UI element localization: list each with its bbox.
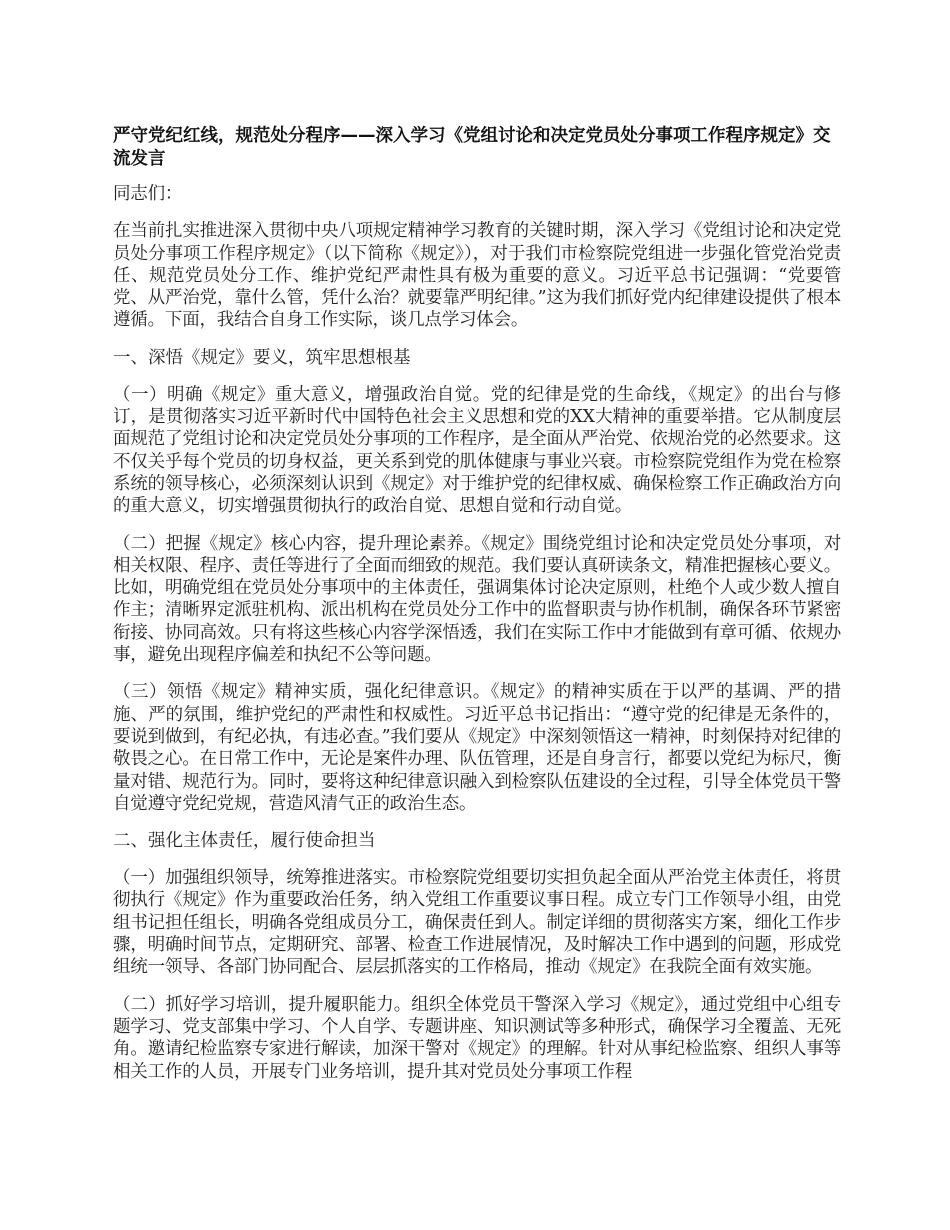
body-paragraph: （二）抓好学习培训，提升履职能力。组织全体党员干警深入学习《规定》，通过党组中心组专题学习、党支部集中学习、个人自学、专题讲座、知识测试等多种形式，确保学习全覆盖、无死角。邀请纪检监察专家进行解读，加深干警对《规定》的理解。针对从事纪检监察、组织人事等相关工作的人员，开展专门业务培训，提升其对党员处分事项工作程 (113, 994, 841, 1082)
body-paragraph: （二）把握《规定》核心内容，提升理论素养。《规定》围绕党组讨论和决定党员处分事项，对相关权限、程序、责任等进行了全面而细致的规范。我们要认真研读条文，精准把握核心要义。比如，明确党组在党员处分事项中的主体责任，强调集体讨论决定原则，杜绝个人或少数人擅自作主；清晰界定派驻机构、派出机构在党员处分工作中的监督职责与协作机制，确保各环节紧密衔接、协同高效。只有将这些核心内容学深悟透，我们在实际工作中才能做到有章可循、依规办事，避免出现程序偏差和执纪不公等问题。 (113, 533, 841, 666)
intro-paragraph: 在当前扎实推进深入贯彻中央八项规定精神学习教育的关键时期，深入学习《党组讨论和决定党员处分事项工作程序规定》（以下简称《规定》），对于我们市检察院党组进一步强化管党治党责任、规范党员处分工作、维护党纪严肃性具有极为重要的意义。习近平总书记强调：“党要管党、从严治党，靠什么管，凭什么治？就要靠严明纪律。”这为我们抓好党内纪律建设提供了根本遵循。下面，我结合自身工作实际，谈几点学习体会。 (113, 221, 841, 331)
document-page (113, 125, 841, 1098)
body-paragraph: （一）加强组织领导，统筹推进落实。市检察院党组要切实担负起全面从严治党主体责任，将贯彻执行《规定》作为重要政治任务，纳入党组工作重要议事日程。成立专门工作领导小组，由党组书记担任组长，明确各党组成员分工，确保责任到人。制定详细的贯彻落实方案，细化工作步骤，明确时间节点，定期研究、部署、检查工作进展情况，及时解决工作中遇到的问题，形成党组统一领导、各部门协同配合、层层抓落实的工作格局，推动《规定》在我院全面有效实施。 (113, 868, 841, 978)
section-heading: 一、深悟《规定》要义，筑牢思想根基 (113, 347, 411, 368)
body-paragraph: （一）明确《规定》重大意义，增强政治自觉。党的纪律是党的生命线，《规定》的出台与修订，是贯彻落实习近平新时代中国特色社会主义思想和党的XX大精神的重要举措。它从制度层面规范了党组讨论和决定党员处分事项的工作程序，是全面从严治党、依规治党的必然要求。这不仅关乎每个党员的切身权益，更关系到党的肌体健康与事业兴衰。市检察院党组作为党在检察系统的领导核心，必须深刻认识到《规定》对于维护党的纪律权威、确保检察工作正确政治方向的重大意义，切实增强贯彻执行的政治自觉、思想自觉和行动自觉。 (113, 384, 841, 517)
document-title: 严守党纪红线，规范处分程序——深入学习《党组讨论和决定党员处分事项工作程序规定》交流发言 (113, 126, 831, 169)
body-paragraph: （三）领悟《规定》精神实质，强化纪律意识。《规定》的精神实质在于以严的基调、严的措施、严的氛围，维护党纪的严肃性和权威性。习近平总书记指出：“遵守党的纪律是无条件的，要说到做到，有纪必执，有违必查。”我们要从《规定》中深刻领悟这一精神，时刻保持对纪律的敬畏之心。在日常工作中，无论是案件办理、队伍管理，还是自身言行，都要以党纪为标尺，衡量对错、规范行为。同时，要将这种纪律意识融入到检察队伍建设的全过程，引导全体党员干警自觉遵守党纪党规，营造风清气正的政治生态。 (113, 682, 841, 814)
section-heading: 二、强化主体责任，履行使命担当 (113, 831, 376, 852)
salutation: 同志们： (113, 184, 183, 204)
